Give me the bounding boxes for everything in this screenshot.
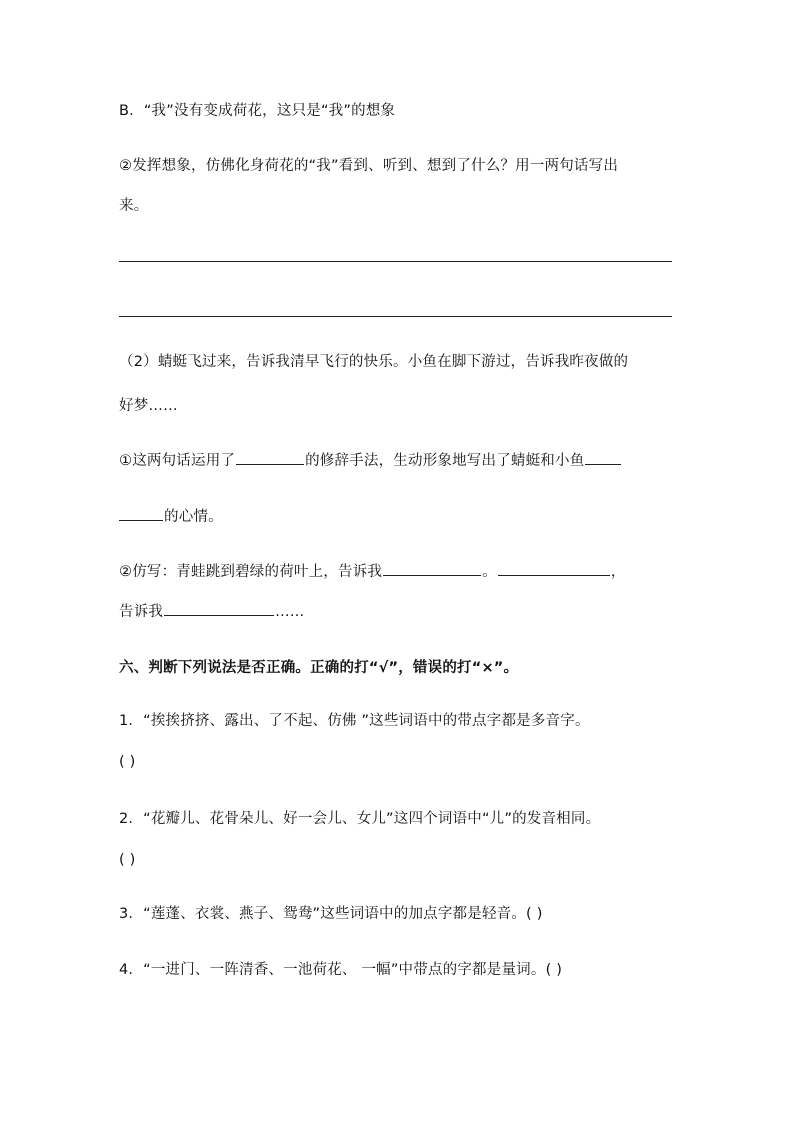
section-6-heading: 六、判断下列说法是否正确。正确的打“√”，错误的打“×”。 bbox=[119, 660, 519, 676]
judge-item-2: 2．“花瓣儿、花骨朵儿、好一会儿、女儿”这四个词语中“儿”的发音相同。 bbox=[119, 811, 601, 827]
sub-question-2-text-a: ②仿写：青蛙跳到碧绿的荷叶上，告诉我 bbox=[119, 564, 383, 580]
answer-line-1[interactable] bbox=[119, 261, 672, 262]
sub-question-1-continued bbox=[119, 506, 223, 527]
answer-line-2[interactable] bbox=[119, 316, 672, 317]
sub-question-1 bbox=[119, 450, 622, 471]
judge-item-1: 1．“挨挨挤挤、露出、了不起、仿佛 ”这些词语中的带点字都是多音字。 bbox=[119, 713, 590, 729]
rhetoric-blank[interactable] bbox=[236, 450, 304, 465]
judge-item-2-answer[interactable]: ( ) bbox=[119, 852, 136, 868]
judge-item-3 bbox=[119, 904, 543, 924]
passage-line-1: （2）蜻蜓飞过来，告诉我清早飞行的快乐。小鱼在脚下游过，告诉我昨夜做的 bbox=[119, 354, 629, 370]
imitation-blank-2[interactable] bbox=[498, 561, 610, 576]
judge-item-3-answer[interactable]: ( ) bbox=[526, 906, 543, 922]
sub-question-2-text-b: 。 bbox=[482, 564, 497, 580]
sub-question-2-text-d: 告诉我 bbox=[119, 604, 164, 620]
sub-question-1-text-c: 的心情。 bbox=[164, 509, 223, 525]
sub-question-2 bbox=[119, 561, 626, 582]
judge-item-3-text: 3．“莲蓬、衣裳、燕子、鸳鸯”这些词语中的加点字都是轻音。 bbox=[119, 906, 527, 922]
sub-question-1-text-a: ①这两句话运用了 bbox=[119, 453, 236, 469]
sub-question-2-continued bbox=[119, 601, 305, 622]
judge-item-1-answer[interactable]: ( ) bbox=[119, 754, 136, 770]
sub-question-2-text-e: …… bbox=[275, 604, 305, 620]
question-2-prompt-line-2: 来。 bbox=[119, 198, 149, 214]
passage-line-2: 好梦…… bbox=[119, 398, 178, 414]
mood-blank-part-2[interactable] bbox=[119, 506, 163, 521]
sub-question-1-text-b: 的修辞手法，生动形象地写出了蜻蜓和小鱼 bbox=[305, 453, 585, 469]
option-b: B．“我”没有变成荷花，这只是“我”的想象 bbox=[119, 103, 396, 119]
sub-question-2-text-c: ， bbox=[610, 564, 626, 580]
imitation-blank-1[interactable] bbox=[383, 561, 481, 576]
judge-item-4-text: 4．“一进门、一阵清香、一池荷花、 一幅”中带点的字都是量词。 bbox=[119, 962, 546, 978]
mood-blank-part-1[interactable] bbox=[585, 450, 621, 465]
imitation-blank-3[interactable] bbox=[164, 601, 274, 616]
judge-item-4 bbox=[119, 960, 562, 980]
judge-item-4-answer[interactable]: ( ) bbox=[545, 962, 563, 978]
question-2-prompt-line-1: ②发挥想象，仿佛化身荷花的“我”看到、听到、想到了什么？用一两句话写出 bbox=[119, 158, 619, 174]
